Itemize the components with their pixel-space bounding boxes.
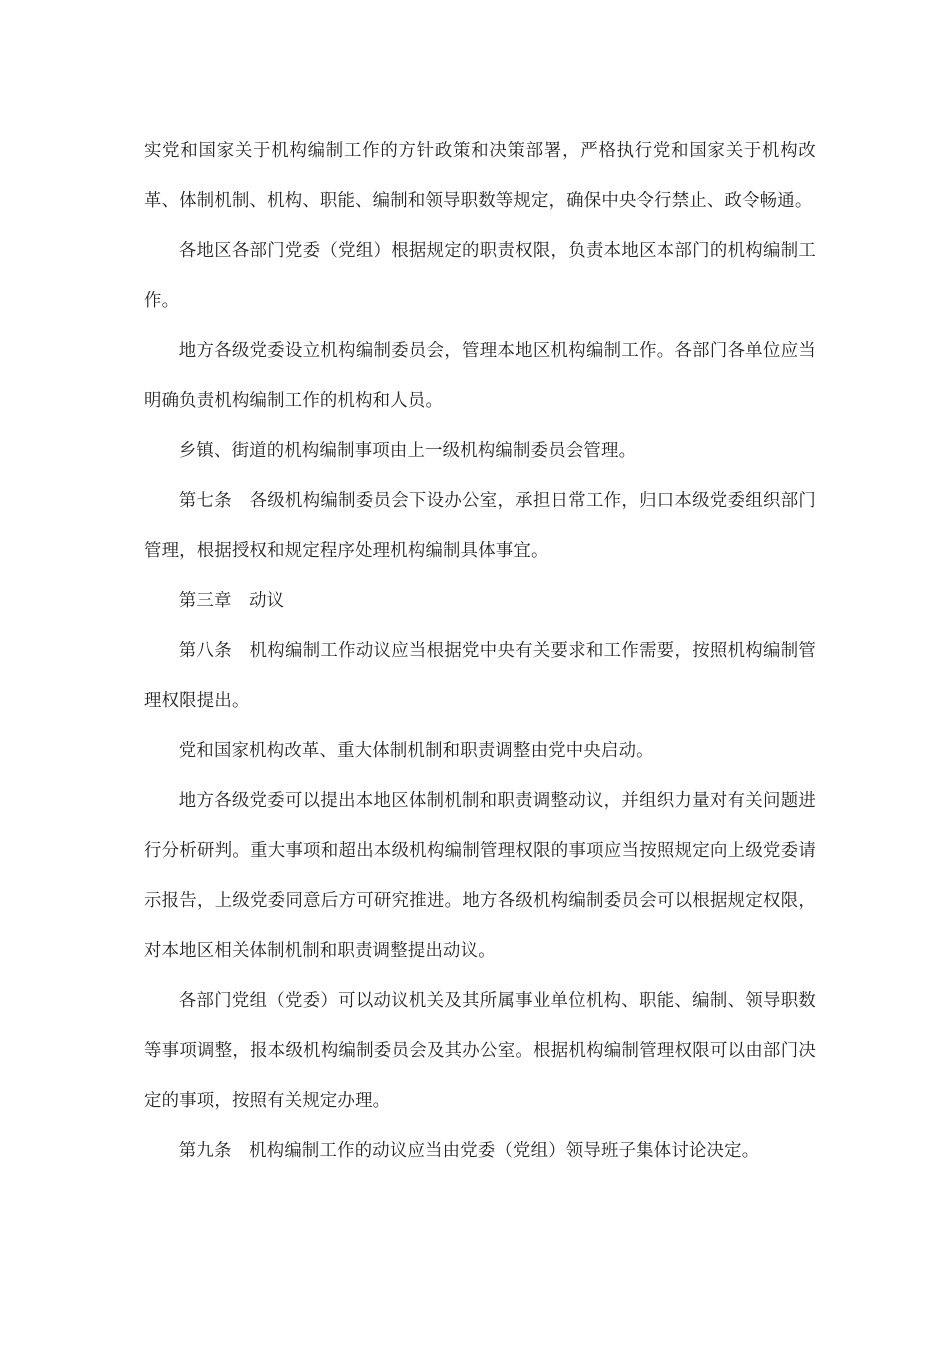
article-7: 第七条 各级机构编制委员会下设办公室，承担日常工作，归口本级党委组织部门管理，根据授权和规定程序处理机构编制具体事宜。 bbox=[144, 491, 816, 561]
paragraph-local-proposals: 地方各级党委可以提出本地区体制机制和职责调整动议，并组织力量对有关问题进行分析研判。重大事项和超出本级机构编制管理权限的事项应当按照规定向上级党委请示报告，上级党委同意后方可研究推进。地方各级机构编制委员会可以根据规定权限，对本地区相关体制机制和职责调整提出动议。 bbox=[144, 791, 816, 961]
article-9: 第九条 机构编制工作的动议应当由党委（党组）领导班子集体讨论决定。 bbox=[178, 1141, 760, 1161]
paragraph-central-reform: 党和国家机构改革、重大体制机制和职责调整由党中央启动。 bbox=[178, 741, 654, 761]
paragraph-party-committee-duties: 各地区各部门党委（党组）根据规定的职责权限，负责本地区本部门的机构编制工作。 bbox=[144, 241, 816, 311]
paragraph-local-committee: 地方各级党委设立机构编制委员会，管理本地区机构编制工作。各部门各单位应当明确负责机构编制工作的机构和人员。 bbox=[144, 341, 816, 411]
article-8: 第八条 机构编制工作动议应当根据党中央有关要求和工作需要，按照机构编制管理权限提出。 bbox=[144, 641, 816, 711]
paragraph-continuation: 实党和国家关于机构编制工作的方针政策和决策部署，严格执行党和国家关于机构改革、体制机制、机构、职能、编制和领导职数等规定，确保中央令行禁止、政令畅通。 bbox=[144, 141, 816, 211]
paragraph-department-proposals: 各部门党组（党委）可以动议机关及其所属事业单位机构、职能、编制、领导职数等事项调整，报本级机构编制委员会及其办公室。根据机构编制管理权限可以由部门决定的事项，按照有关规定办理。 bbox=[144, 991, 816, 1111]
paragraph-township: 乡镇、街道的机构编制事项由上一级机构编制委员会管理。 bbox=[178, 441, 637, 461]
document-page bbox=[144, 126, 816, 1176]
chapter-3-heading: 第三章 动议 bbox=[178, 591, 285, 611]
